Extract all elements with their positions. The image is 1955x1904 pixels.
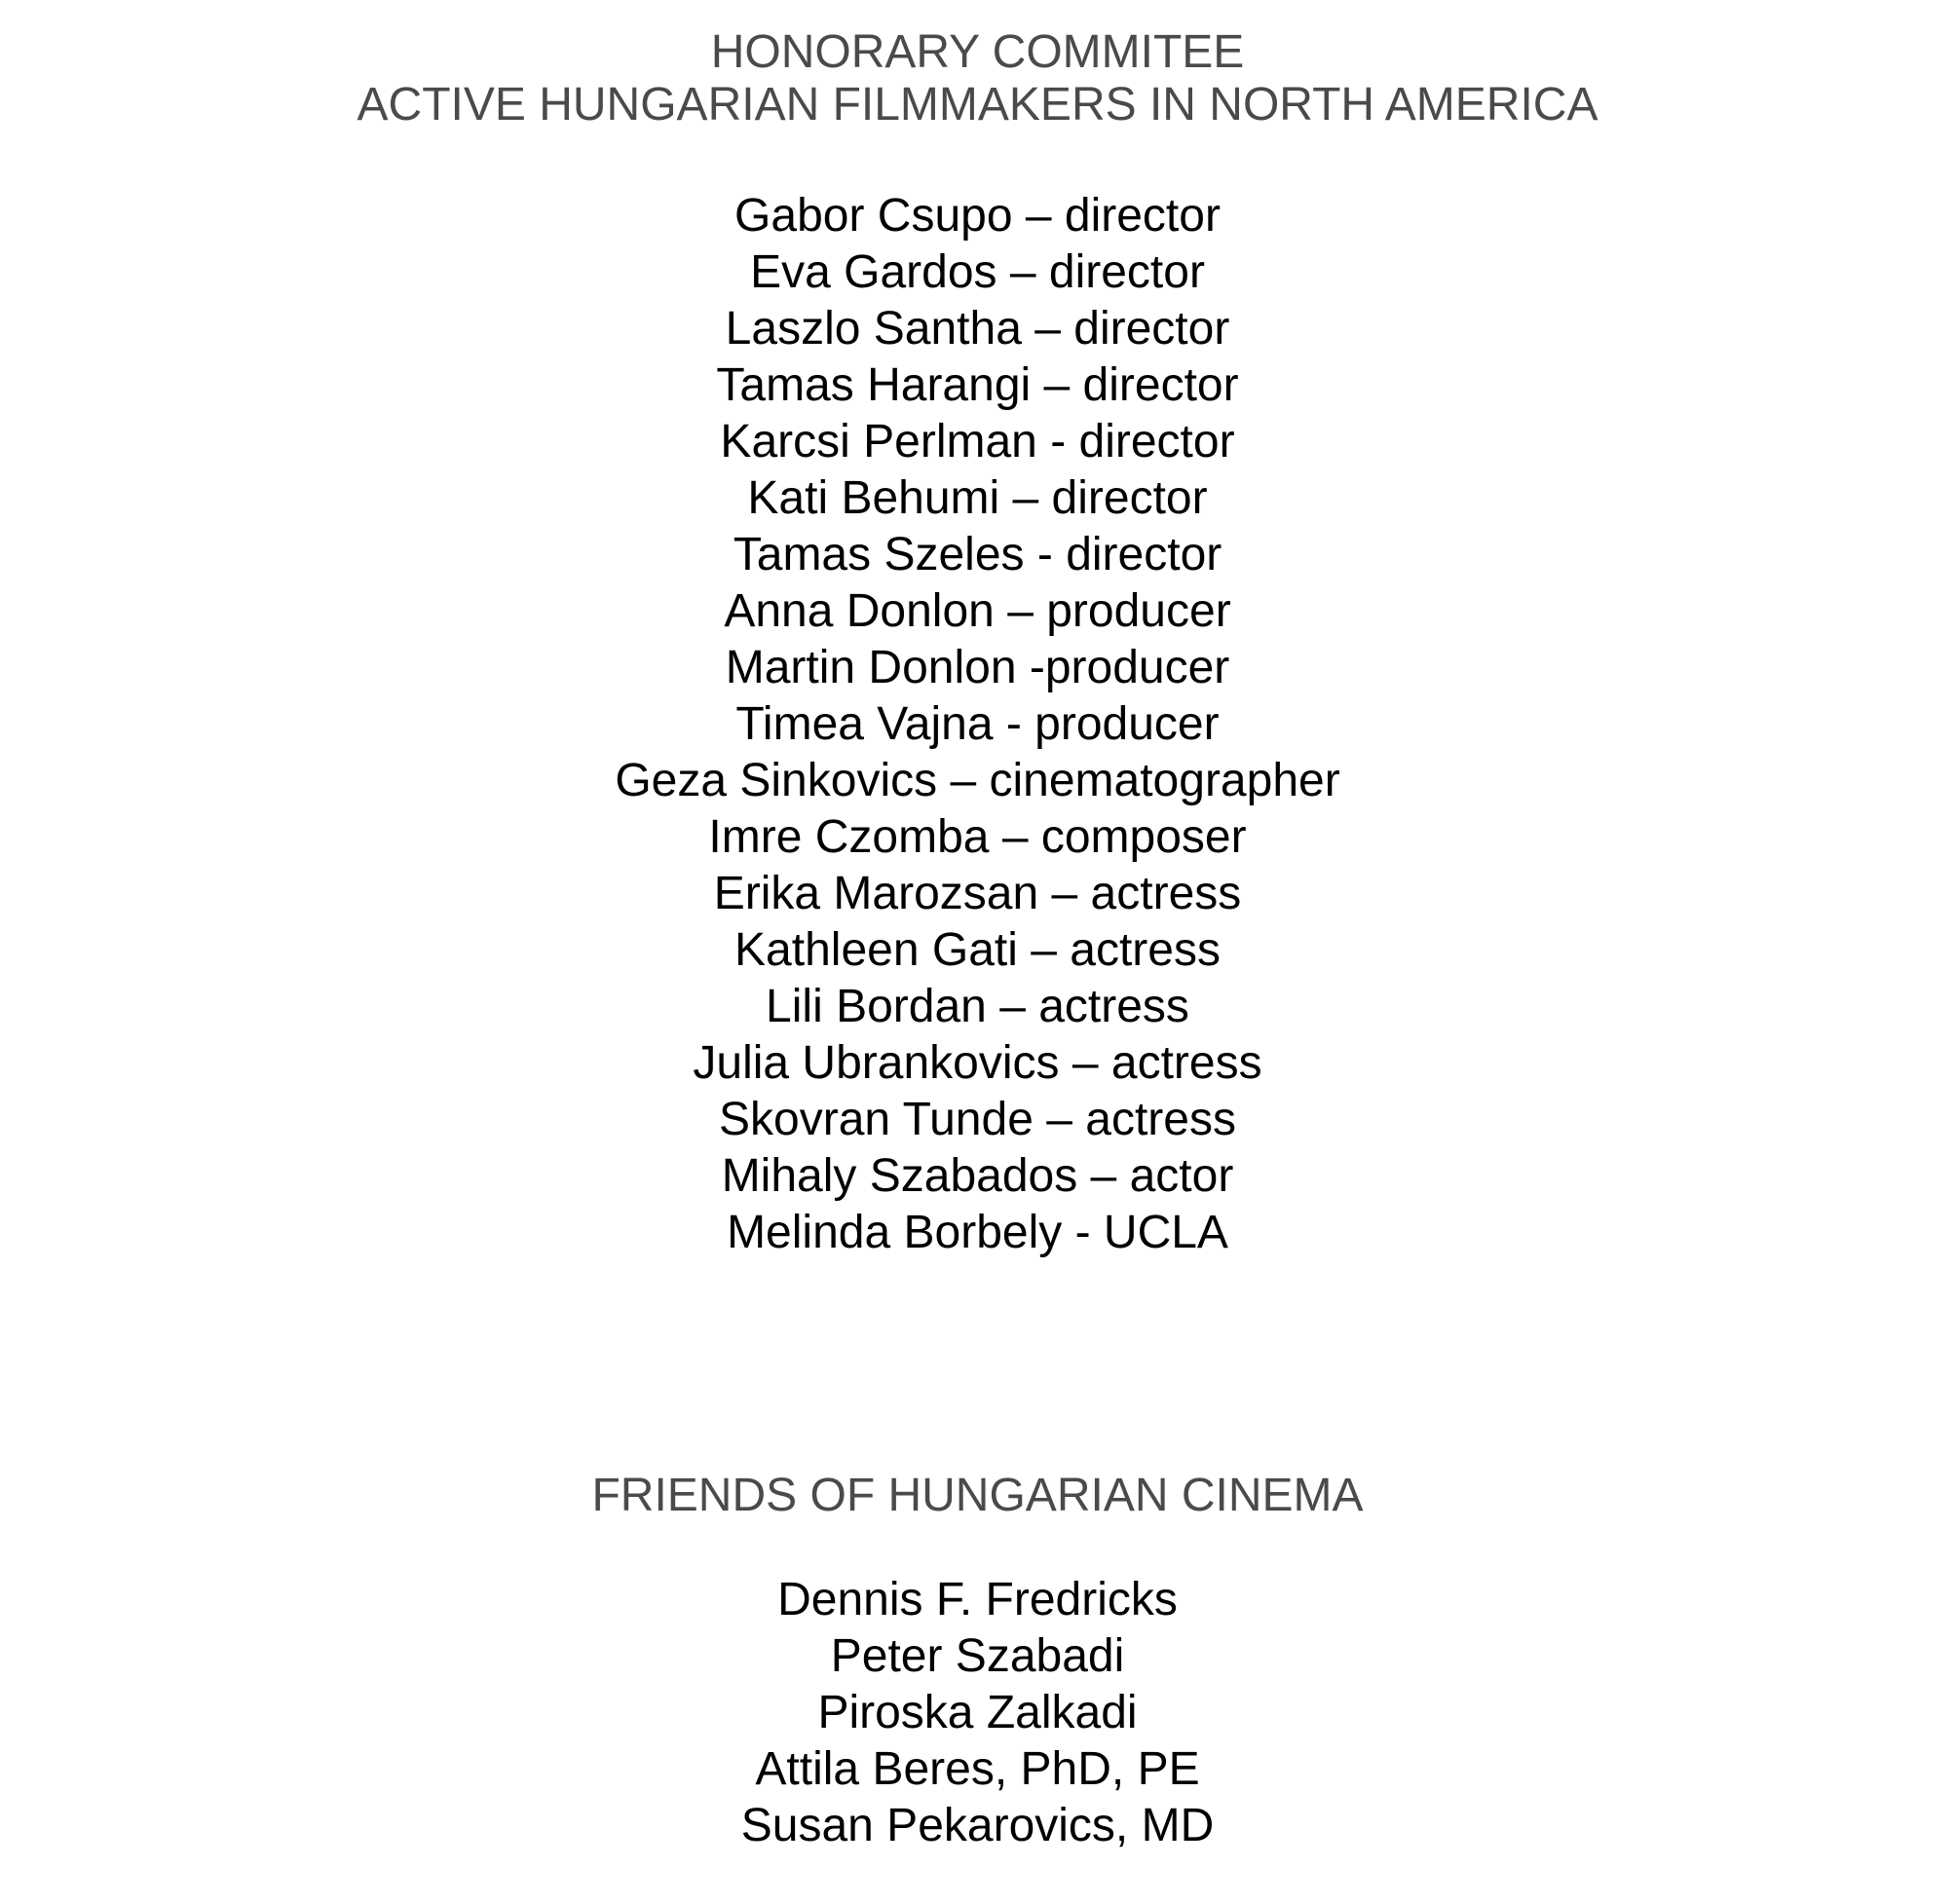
list-item: Timea Vajna - producer [735,698,1220,750]
list-item: Dennis F. Fredricks [777,1574,1178,1625]
list-item: Tamas Szeles - director [733,529,1222,580]
list-item: Geza Sinkovics – cinematographer [615,755,1340,806]
honorary-committee-title: HONORARY COMMITEE [710,26,1245,78]
list-item: Anna Donlon – producer [724,585,1231,637]
list-item: Lili Bordan – actress [766,981,1189,1032]
list-item: Imre Czomba – composer [708,811,1247,863]
list-item: Kathleen Gati – actress [734,924,1221,976]
list-item: Susan Pekarovics, MD [740,1800,1215,1851]
list-item: Laszlo Santha – director [725,303,1230,355]
friends-title: FRIENDS OF HUNGARIAN CINEMA [591,1470,1364,1521]
list-item: Attila Beres, PhD, PE [755,1743,1200,1795]
list-item: Gabor Csupo – director [734,190,1221,242]
list-item: Melinda Borbely - UCLA [727,1207,1228,1258]
list-item: Eva Gardos – director [750,246,1205,298]
honorary-members-list [0,188,1955,1261]
list-item: Karcsi Perlman - director [720,416,1235,467]
list-item: Kati Behumi – director [747,472,1208,524]
list-item: Peter Szabadi [830,1630,1125,1682]
list-item: Tamas Harangi – director [716,359,1239,411]
list-item: Julia Ubrankovics – actress [693,1037,1262,1089]
friends-members-list [0,1572,1955,1854]
list-item: Mihaly Szabados – actor [721,1150,1234,1202]
list-item: Martin Donlon -producer [725,642,1230,693]
list-item: Piroska Zalkadi [817,1687,1138,1738]
honorary-committee-subtitle: ACTIVE HUNGARIAN FILMMAKERS IN NORTH AMERICA [357,79,1598,131]
list-item: Erika Marozsan – actress [713,868,1242,919]
list-item: Skovran Tunde – actress [719,1094,1236,1145]
